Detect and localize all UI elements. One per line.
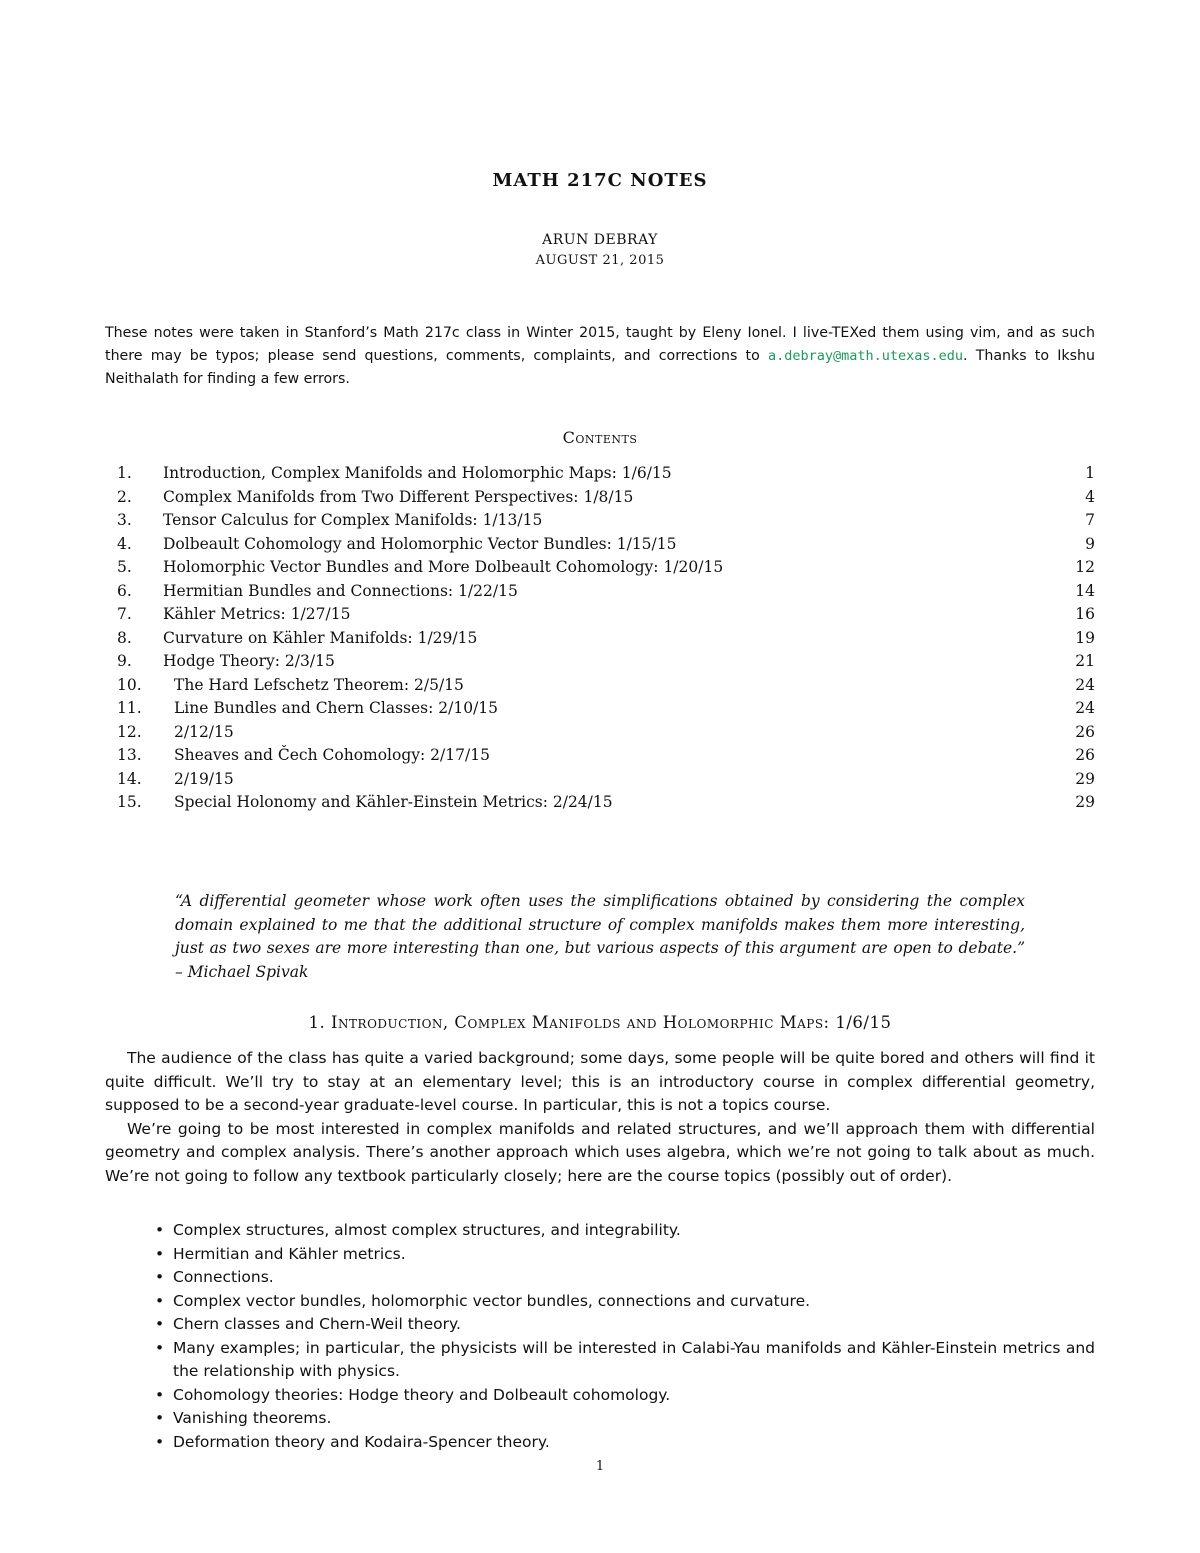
- publication-date: AUGUST 21, 2015: [535, 253, 665, 268]
- author-name: ARUN DEBRAY: [542, 232, 658, 248]
- toc-entry[interactable]: [117, 744, 1095, 768]
- list-item: [105, 1384, 1095, 1408]
- toc-entry[interactable]: [117, 533, 1095, 557]
- bullet-icon: •: [155, 1268, 165, 1286]
- toc-entry[interactable]: [117, 627, 1095, 651]
- bullet-icon: •: [155, 1409, 165, 1427]
- list-item: [105, 1313, 1095, 1337]
- toc-number: 2.: [117, 487, 132, 506]
- list-item-text: Vanishing theorems.: [173, 1409, 332, 1427]
- contents-heading: Contents: [562, 428, 638, 447]
- list-item-text: Hermitian and Kähler metrics.: [173, 1244, 406, 1263]
- list-item-text: Chern classes and Chern-Weil theory.: [173, 1315, 461, 1333]
- toc-page[interactable]: 16: [1075, 605, 1095, 623]
- toc-page[interactable]: 29: [1075, 793, 1095, 811]
- toc-entry[interactable]: [117, 768, 1095, 792]
- toc-entry[interactable]: [117, 462, 1095, 486]
- toc-entry[interactable]: [117, 721, 1095, 745]
- toc-number: 12.: [117, 722, 142, 741]
- list-item-text: Complex structures, almost complex structures, and integrability.: [173, 1221, 681, 1239]
- toc-page[interactable]: 24: [1075, 699, 1095, 717]
- toc-title[interactable]: Sheaves and Čech Cohomology: 2/17/15: [174, 746, 490, 764]
- page-number: 1: [595, 1459, 605, 1474]
- toc-entry[interactable]: [117, 603, 1095, 627]
- toc-number: 14.: [117, 769, 142, 788]
- bullet-icon: •: [155, 1385, 165, 1404]
- page-title: MATH 217C NOTES: [492, 170, 708, 191]
- toc-entry[interactable]: [117, 650, 1095, 674]
- abstract: [105, 322, 1095, 391]
- toc-entry[interactable]: [117, 791, 1095, 815]
- toc-number: 7.: [117, 605, 132, 623]
- toc-page[interactable]: 26: [1075, 722, 1095, 741]
- toc-entry[interactable]: [117, 697, 1095, 721]
- bullet-icon: •: [155, 1338, 165, 1357]
- bullet-icon: •: [155, 1432, 165, 1451]
- toc-title[interactable]: Line Bundles and Chern Classes: 2/10/15: [174, 699, 499, 717]
- list-item: [105, 1290, 1095, 1314]
- toc-page[interactable]: 21: [1075, 652, 1095, 670]
- course-topics-list: [105, 1219, 1095, 1454]
- toc-page[interactable]: 12: [1075, 558, 1095, 576]
- bullet-icon: •: [155, 1221, 165, 1239]
- toc-title[interactable]: Hermitian Bundles and Connections: 1/22/15: [163, 581, 518, 600]
- toc-page[interactable]: 26: [1075, 746, 1095, 764]
- list-item: [105, 1407, 1095, 1431]
- paragraph: The audience of the class has quite a varied background; some days, some people will be quite bored and others will find it quite difficult. We’ll try to stay at an elementary level; this is an introductory course in complex differential geometry, supposed to be a second-year graduate-level course. In particular, this is not a topics course.: [105, 1049, 1095, 1114]
- toc-number: 8.: [117, 628, 132, 647]
- section-body: [105, 1047, 1095, 1188]
- toc-number: 13.: [117, 746, 142, 764]
- toc-number: 9.: [117, 652, 132, 670]
- toc-number: 10.: [117, 675, 142, 694]
- toc-number: 1.: [117, 464, 132, 482]
- toc-title[interactable]: Kähler Metrics: 1/27/15: [163, 605, 351, 623]
- list-item-text: Connections.: [173, 1268, 274, 1286]
- list-item: [105, 1219, 1095, 1243]
- toc-title[interactable]: Dolbeault Cohomology and Holomorphic Vector Bundles: 1/15/15: [163, 534, 677, 553]
- toc-number: 15.: [117, 793, 142, 811]
- table-of-contents: [117, 462, 1095, 815]
- toc-title[interactable]: Special Holonomy and Kähler-Einstein Metrics: 2/24/15: [174, 793, 613, 811]
- toc-title[interactable]: Holomorphic Vector Bundles and More Dolbeault Cohomology: 1/20/15: [163, 558, 724, 576]
- toc-page[interactable]: 29: [1075, 769, 1095, 788]
- toc-title[interactable]: Tensor Calculus for Complex Manifolds: 1/13/15: [163, 511, 543, 529]
- list-item: [105, 1266, 1095, 1290]
- toc-title[interactable]: Introduction, Complex Manifolds and Holomorphic Maps: 1/6/15: [163, 464, 672, 482]
- abstract-text-start: These notes were taken in Stanford’s Math 217c class in Winter 2015, taught by Eleny Ionel. I live-TEXed them using vim, and as such there may be typos; please send questions, comments, complaints, and corrections to: [105, 325, 1095, 364]
- toc-entry[interactable]: [117, 674, 1095, 698]
- list-item-text: Cohomology theories: Hodge theory and Dolbeault cohomology.: [173, 1385, 671, 1404]
- paragraph: We’re going to be most interested in complex manifolds and related structures, and we’ll approach them with differential geometry and complex analysis. There’s another approach which uses algebra, which we’re not going to talk about as much. We’re not going to follow any textbook particularly closely; here are the course topics (possibly out of order).: [105, 1119, 1095, 1185]
- toc-entry[interactable]: [117, 580, 1095, 604]
- toc-title[interactable]: The Hard Lefschetz Theorem: 2/5/15: [174, 675, 464, 694]
- toc-title[interactable]: Hodge Theory: 2/3/15: [163, 652, 335, 670]
- toc-page[interactable]: 7: [1085, 511, 1095, 529]
- list-item-text: Complex vector bundles, holomorphic vector bundles, connections and curvature.: [173, 1291, 811, 1310]
- toc-number: 11.: [117, 699, 142, 717]
- list-item: [105, 1431, 1095, 1455]
- section-heading: 1. Introduction, Complex Manifolds and Holomorphic Maps: 1/6/15: [308, 1013, 892, 1032]
- email-link[interactable]: a.debray@math.utexas.edu: [767, 348, 964, 364]
- toc-title[interactable]: 2/19/15: [174, 769, 234, 788]
- toc-number: 6.: [117, 581, 132, 600]
- toc-entry[interactable]: [117, 556, 1095, 580]
- epigraph-quote: “A differential geometer whose work often uses the simplifications obtained by considering the complex domain explained to me that the additional structure of complex manifolds makes them more interesting, just as two sexes are more interesting than one, but various aspects of this argument are open to debate.” – Michael Spivak: [175, 892, 1025, 981]
- toc-entry[interactable]: [117, 486, 1095, 510]
- toc-entry[interactable]: [117, 509, 1095, 533]
- toc-number: 4.: [117, 534, 132, 553]
- toc-number: 3.: [117, 511, 132, 529]
- abstract-text-end: . Thanks to Ikshu Neithalath for finding a few errors.: [105, 348, 1095, 387]
- list-item: [105, 1337, 1095, 1384]
- bullet-icon: •: [155, 1244, 165, 1263]
- toc-page[interactable]: 24: [1075, 675, 1095, 694]
- list-item-text: Many examples; in particular, the physicists will be interested in Calabi-Yau manifolds and Kähler-Einstein metrics and the relationship with physics.: [173, 1338, 1095, 1380]
- toc-page[interactable]: 14: [1075, 581, 1095, 600]
- toc-title[interactable]: 2/12/15: [174, 722, 234, 741]
- toc-page[interactable]: 19: [1075, 628, 1095, 647]
- paper-page: [105, 0, 1095, 1553]
- toc-title[interactable]: Complex Manifolds from Two Different Perspectives: 1/8/15: [163, 487, 634, 506]
- bullet-icon: •: [155, 1291, 165, 1310]
- toc-title[interactable]: Curvature on Kähler Manifolds: 1/29/15: [163, 628, 478, 647]
- toc-page[interactable]: 9: [1085, 534, 1095, 553]
- list-item-text: Deformation theory and Kodaira-Spencer theory.: [173, 1432, 550, 1451]
- list-item: [105, 1243, 1095, 1267]
- bullet-icon: •: [155, 1315, 165, 1333]
- toc-page[interactable]: 1: [1085, 464, 1095, 482]
- toc-number: 5.: [117, 558, 132, 576]
- toc-page[interactable]: 4: [1085, 487, 1095, 506]
